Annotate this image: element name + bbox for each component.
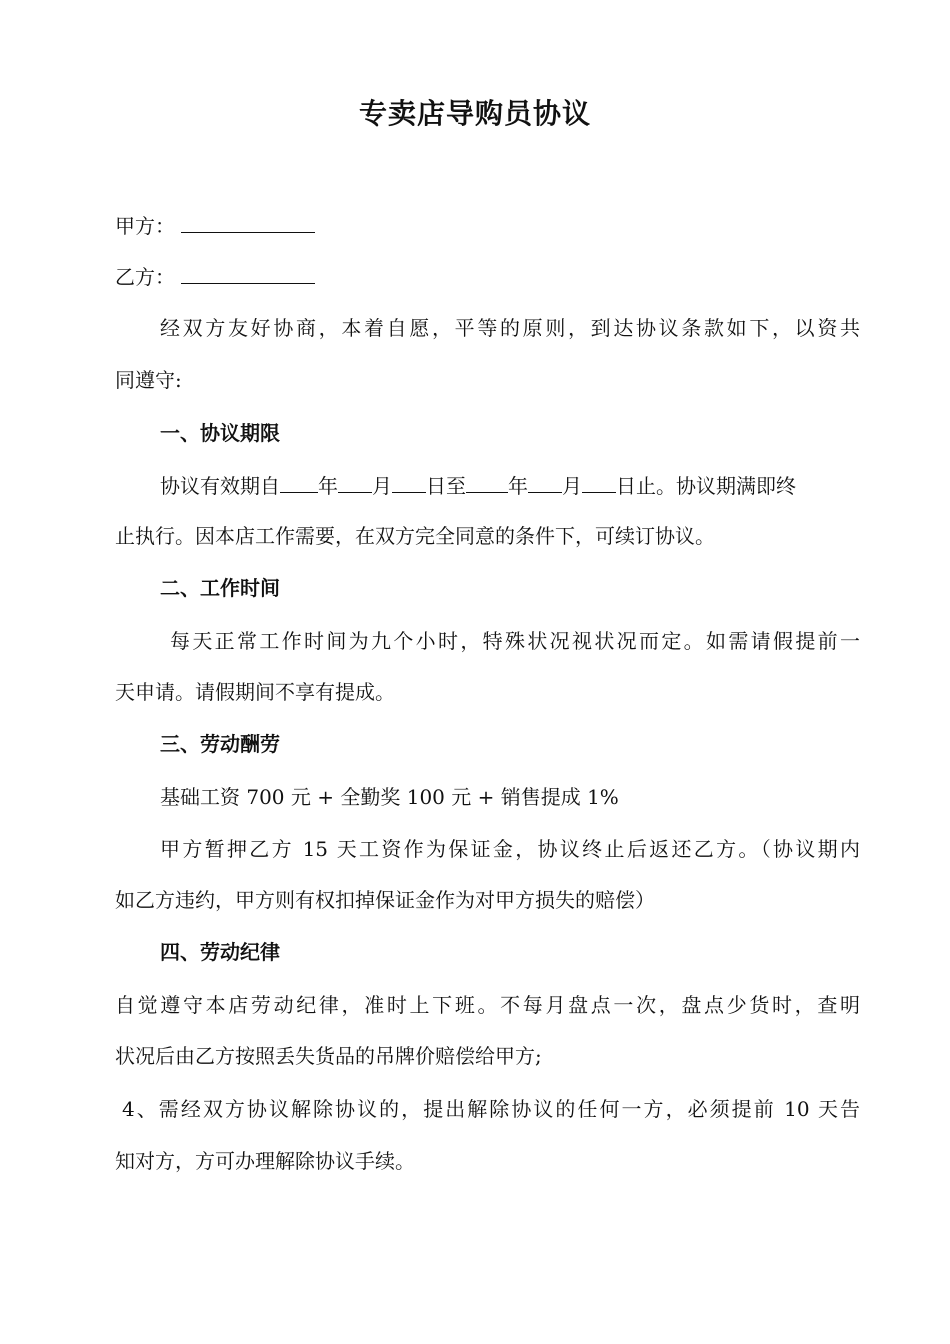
start-year-label: 年	[318, 474, 338, 498]
section1-line-1	[160, 470, 860, 501]
start-month-label: 月	[372, 474, 392, 498]
salary-line: 基础工资 700 元 + 全勤奖 100 元 + 销售提成 1%	[160, 785, 619, 809]
intro-line-1: 经双方友好协商，本着自愿，平等的原则，到达协议条款如下，以资共	[160, 316, 860, 340]
party-b-blank	[181, 261, 315, 284]
section4-line-3: 4、需经双方协议解除协议的，提出解除协议的任何一方，必须提前 10 天告	[122, 1097, 860, 1121]
party-b-label: 乙方：	[115, 265, 175, 289]
section2-line-2: 天申请。请假期间不享有提成。	[115, 680, 395, 704]
end-month-label: 月	[562, 474, 582, 498]
party-a-blank	[181, 210, 315, 233]
section4-heading: 四、劳动纪律	[160, 940, 280, 964]
section4-line-4: 知对方，方可办理解除协议手续。	[115, 1149, 415, 1173]
section4-line-1: 自觉遵守本店劳动纪律，准时上下班。不每月盘点一次，盘点少货时，查明	[115, 993, 860, 1017]
start-day-blank	[392, 470, 426, 493]
deposit-line-2: 如乙方违约，甲方则有权扣掉保证金作为对甲方损失的赔偿）	[115, 888, 655, 912]
party-b-line	[115, 261, 860, 292]
section2-line-1: 每天正常工作时间为九个小时，特殊状况视状况而定。如需请假提前一	[170, 629, 860, 653]
end-year-label: 年	[508, 474, 528, 498]
term-to-label: 日至	[426, 474, 466, 498]
end-month-blank	[528, 470, 562, 493]
start-month-blank	[338, 470, 372, 493]
section2-heading: 二、工作时间	[160, 576, 280, 600]
section3-heading: 三、劳动酬劳	[160, 732, 280, 756]
start-year-blank	[280, 470, 318, 493]
section1-line-2: 止执行。因本店工作需要，在双方完全同意的条件下，可续订协议。	[115, 524, 715, 548]
intro-line-2: 同遵守:	[115, 368, 182, 392]
document-title: 专卖店导购员协议	[358, 97, 591, 130]
section1-heading: 一、协议期限	[160, 421, 280, 445]
section4-line-2: 状况后由乙方按照丢失货品的吊牌价赔偿给甲方;	[115, 1044, 542, 1068]
deposit-line-1: 甲方暂押乙方 15 天工资作为保证金，协议终止后返还乙方。（协议期内	[160, 837, 860, 861]
term-end-text: 日止。协议期满即终	[616, 474, 796, 498]
term-from-label: 协议有效期自	[160, 474, 280, 498]
party-a-line	[115, 210, 860, 241]
end-year-blank	[466, 470, 508, 493]
party-a-label: 甲方：	[115, 214, 175, 238]
end-day-blank	[582, 470, 616, 493]
